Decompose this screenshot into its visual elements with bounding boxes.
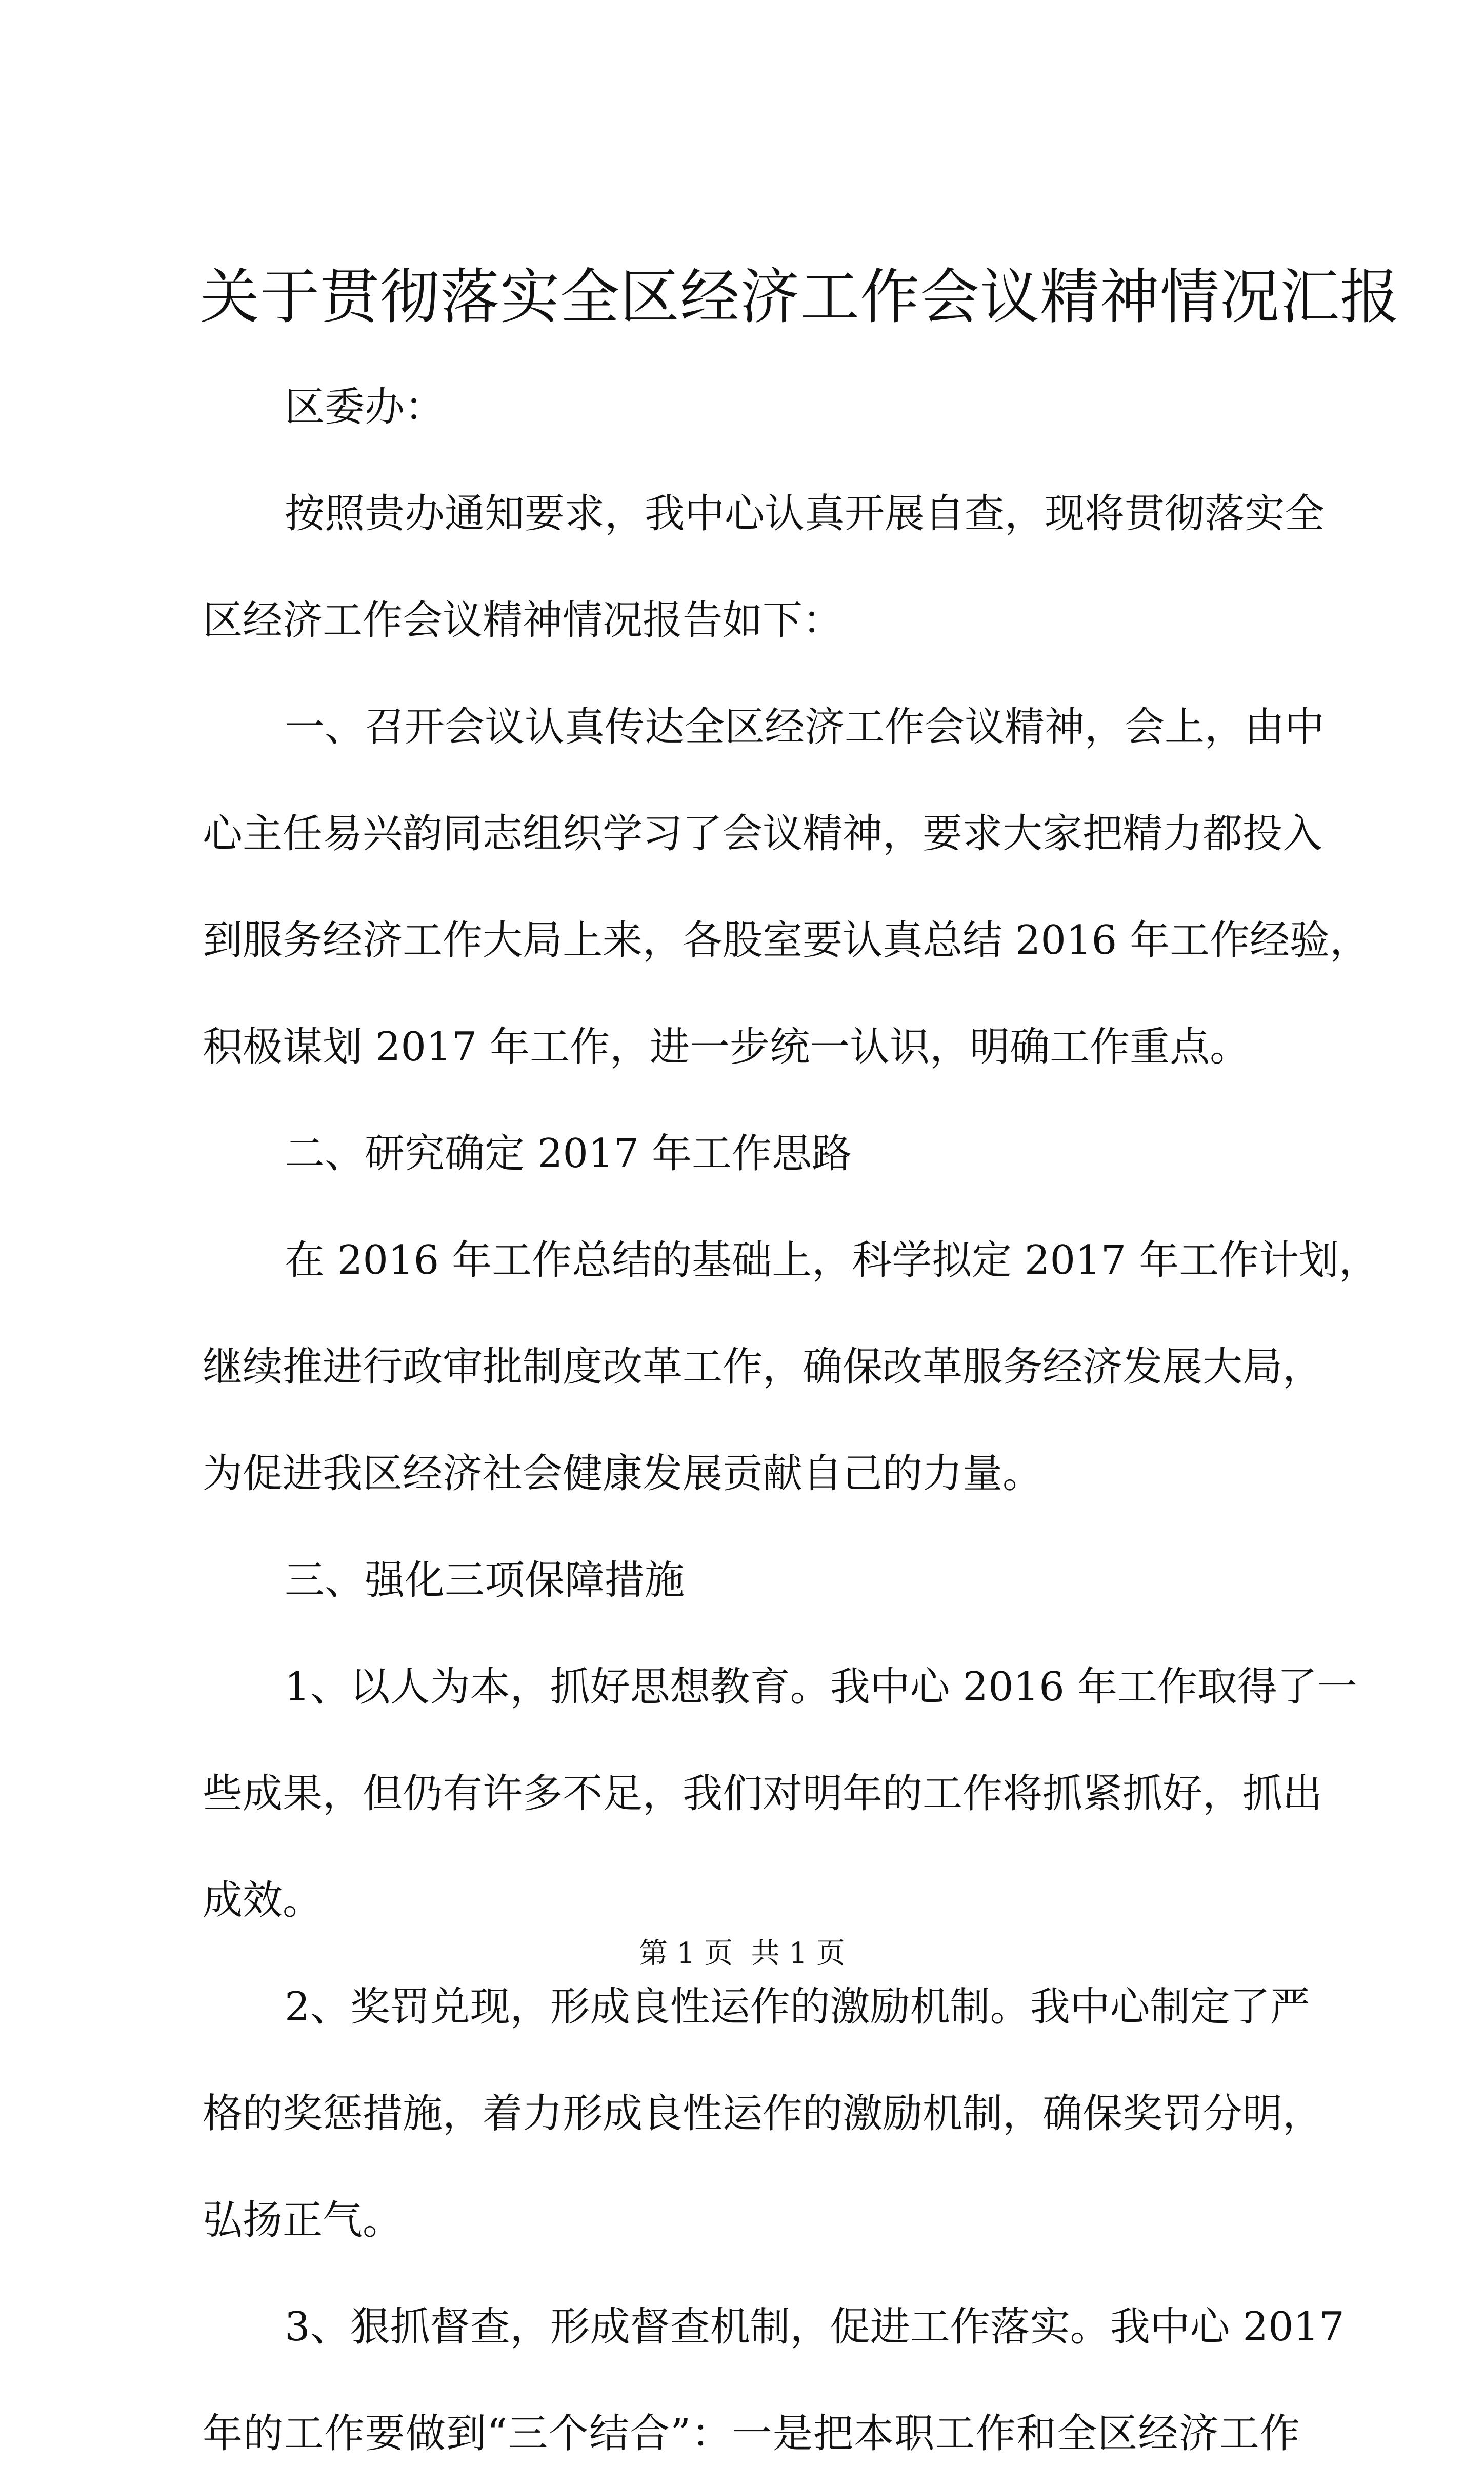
body-line: 积极谋划 2017 年工作，进一步统一认识，明确工作重点。: [203, 1024, 1250, 1070]
body-line: 心主任易兴韵同志组织学习了会议精神，要求大家把精力都投入: [203, 811, 1323, 857]
body-line: 格的奖惩措施，着力形成良性运作的激励机制，确保奖罚分明，: [203, 2091, 1323, 2137]
document-title: 关于贯彻落实全区经济工作会议精神情况汇报: [200, 263, 1400, 332]
body-line: 1、以人为本，抓好思想教育。我中心 2016 年工作取得了一: [285, 1664, 1357, 1710]
body-line: 三、强化三项保障措施: [285, 1557, 685, 1603]
body-line: 区经济工作会议精神情况报告如下：: [203, 597, 843, 644]
body-line: 3、狠抓督查，形成督查机制，促进工作落实。我中心 2017: [285, 2304, 1345, 2350]
page-number-label: 第 1 页 共 1 页: [638, 1937, 846, 1970]
body-line: 区委办：: [285, 384, 445, 430]
body-line: 弘扬正气。: [203, 2197, 403, 2243]
page-footer: [0, 1933, 1484, 1974]
body-line: 成效。: [203, 1877, 323, 1923]
body-line: 二、研究确定 2017 年工作思路: [285, 1131, 852, 1177]
body-line: 到服务经济工作大局上来，各股室要认真总结 2016 年工作经验，: [203, 917, 1370, 964]
body-line: 为促进我区经济社会健康发展贡献自己的力量。: [203, 1451, 1043, 1497]
document-body: [203, 354, 1379, 2487]
body-line: 些成果，但仍有许多不足，我们对明年的工作将抓紧抓好，抓出: [203, 1771, 1323, 1817]
body-line: 一、召开会议认真传达全区经济工作会议精神，会上，由中: [285, 704, 1325, 750]
body-line: 继续推进行政审批制度改革工作，确保改革服务经济发展大局，: [203, 1344, 1323, 1390]
body-line: 按照贵办通知要求，我中心认真开展自查，现将贯彻落实全: [285, 491, 1325, 537]
body-line: 2、奖罚兑现，形成良性运作的激励机制。我中心制定了严: [285, 1984, 1310, 2030]
body-line: 在 2016 年工作总结的基础上，科学拟定 2017 年工作计划，: [285, 1237, 1379, 1283]
body-line: 年的工作要做到“三个结合”：一是把本职工作和全区经济工作: [203, 2411, 1300, 2457]
